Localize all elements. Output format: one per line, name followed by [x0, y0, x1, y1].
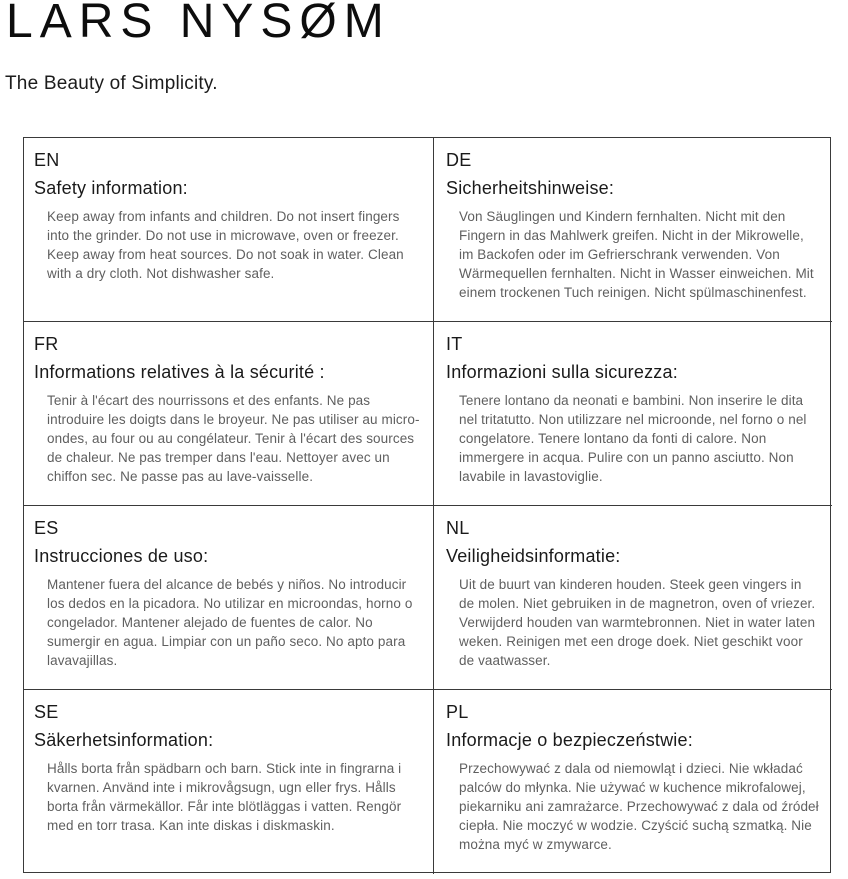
safety-text: Przechowywać z dala od niemowląt i dzieci. Nie wkładać palców do młynka. Nie używać w kuchence mikrofalowej, piekarniku ani zamrażarce. Przechowywać z dala od źródeł ciepła. Nie moczyć w wodzie. Czyścić suchą szmatką. Nie można myć w zmywarce. — [459, 761, 819, 852]
language-cell-pl — [434, 690, 832, 874]
safety-text: Uit de buurt van kinderen houden. Steek geen vingers in de molen. Niet gebruiken in de magnetron, oven of vriezer. Verwijderd houden van warmtebronnen. Niet in water laten weken. Reinigen met een droge doek. Niet geschikt voor de vaatwasser. — [459, 577, 816, 668]
section-heading: Sicherheitshinweise: — [446, 178, 615, 198]
section-heading: Informacje o bezpieczeństwie: — [446, 730, 693, 750]
language-cell-nl — [434, 506, 832, 690]
language-cell-es — [24, 506, 434, 690]
language-cell-de — [434, 138, 832, 322]
language-code: EN — [34, 150, 60, 170]
language-code: SE — [34, 702, 59, 722]
language-cell-it — [434, 322, 832, 506]
safety-text: Von Säuglingen und Kindern fernhalten. Nicht mit den Fingern in das Mahlwerk greifen. Nicht in der Mikrowelle, im Backofen oder im Gefrierschrank verwenden. Von Wärmequellen fernhalten. Nicht in Wasser einweichen. Mit einem trockenen Tuch reinigen. Nicht spülmaschinenfest. — [459, 209, 814, 300]
language-code: FR — [34, 334, 59, 354]
language-info-table — [23, 137, 831, 873]
brand-tagline: The Beauty of Simplicity. — [5, 73, 218, 94]
section-heading: Säkerhetsinformation: — [34, 730, 214, 750]
language-cell-en — [24, 138, 434, 322]
section-heading: Instrucciones de uso: — [34, 546, 209, 566]
section-heading: Informations relatives à la sécurité : — [34, 362, 325, 382]
language-code: DE — [446, 150, 472, 170]
section-heading: Veiligheidsinformatie: — [446, 546, 621, 566]
language-code: ES — [34, 518, 59, 538]
safety-text: Mantener fuera del alcance de bebés y niños. No introducir los dedos en la picadora. No utilizar en microondas, horno o congelador. Mantener alejado de fuentes de calor. No sumergir en agua. Limpiar con un paño seco. No apto para lavavajillas. — [47, 577, 413, 668]
brand-logo: LARS NYSØM — [6, 0, 391, 48]
safety-text: Keep away from infants and children. Do not insert fingers into the grinder. Do not use in microwave, oven or freezer. Keep away from heat sources. Do not soak in water. Clean with a dry cloth. Not dishwasher safe. — [47, 209, 404, 281]
language-code: PL — [446, 702, 469, 722]
section-heading: Safety information: — [34, 178, 188, 198]
language-cell-se — [24, 690, 434, 874]
language-code: NL — [446, 518, 470, 538]
section-heading: Informazioni sulla sicurezza: — [446, 362, 678, 382]
safety-text: Hålls borta från spädbarn och barn. Stick inte in fingrarna i kvarnen. Använd inte i mikrovågsugn, ugn eller frys. Hålls borta från värmekällor. Får inte blötläggas i vatten. Rengör med en torr trasa. Kan inte diskas i diskmaskin. — [47, 761, 402, 833]
language-cell-fr — [24, 322, 434, 506]
safety-text: Tenir à l'écart des nourrissons et des enfants. Ne pas introduire les doigts dans le broyeur. Ne pas utiliser au micro-ondes, au four ou au congélateur. Tenir à l'écart des sources de chaleur. Ne pas tremper dans l'eau. Nettoyer avec un chiffon sec. Ne passe pas au lave-vaisselle. — [47, 393, 420, 484]
language-code: IT — [446, 334, 463, 354]
safety-text: Tenere lontano da neonati e bambini. Non inserire le dita nel tritatutto. Non utilizzare nel microonde, nel forno o nel congelatore. Tenere lontano da fonti di calore. Non immergere in acqua. Pulire con un panno asciutto. Non lavabile in lavastoviglie. — [459, 393, 807, 484]
